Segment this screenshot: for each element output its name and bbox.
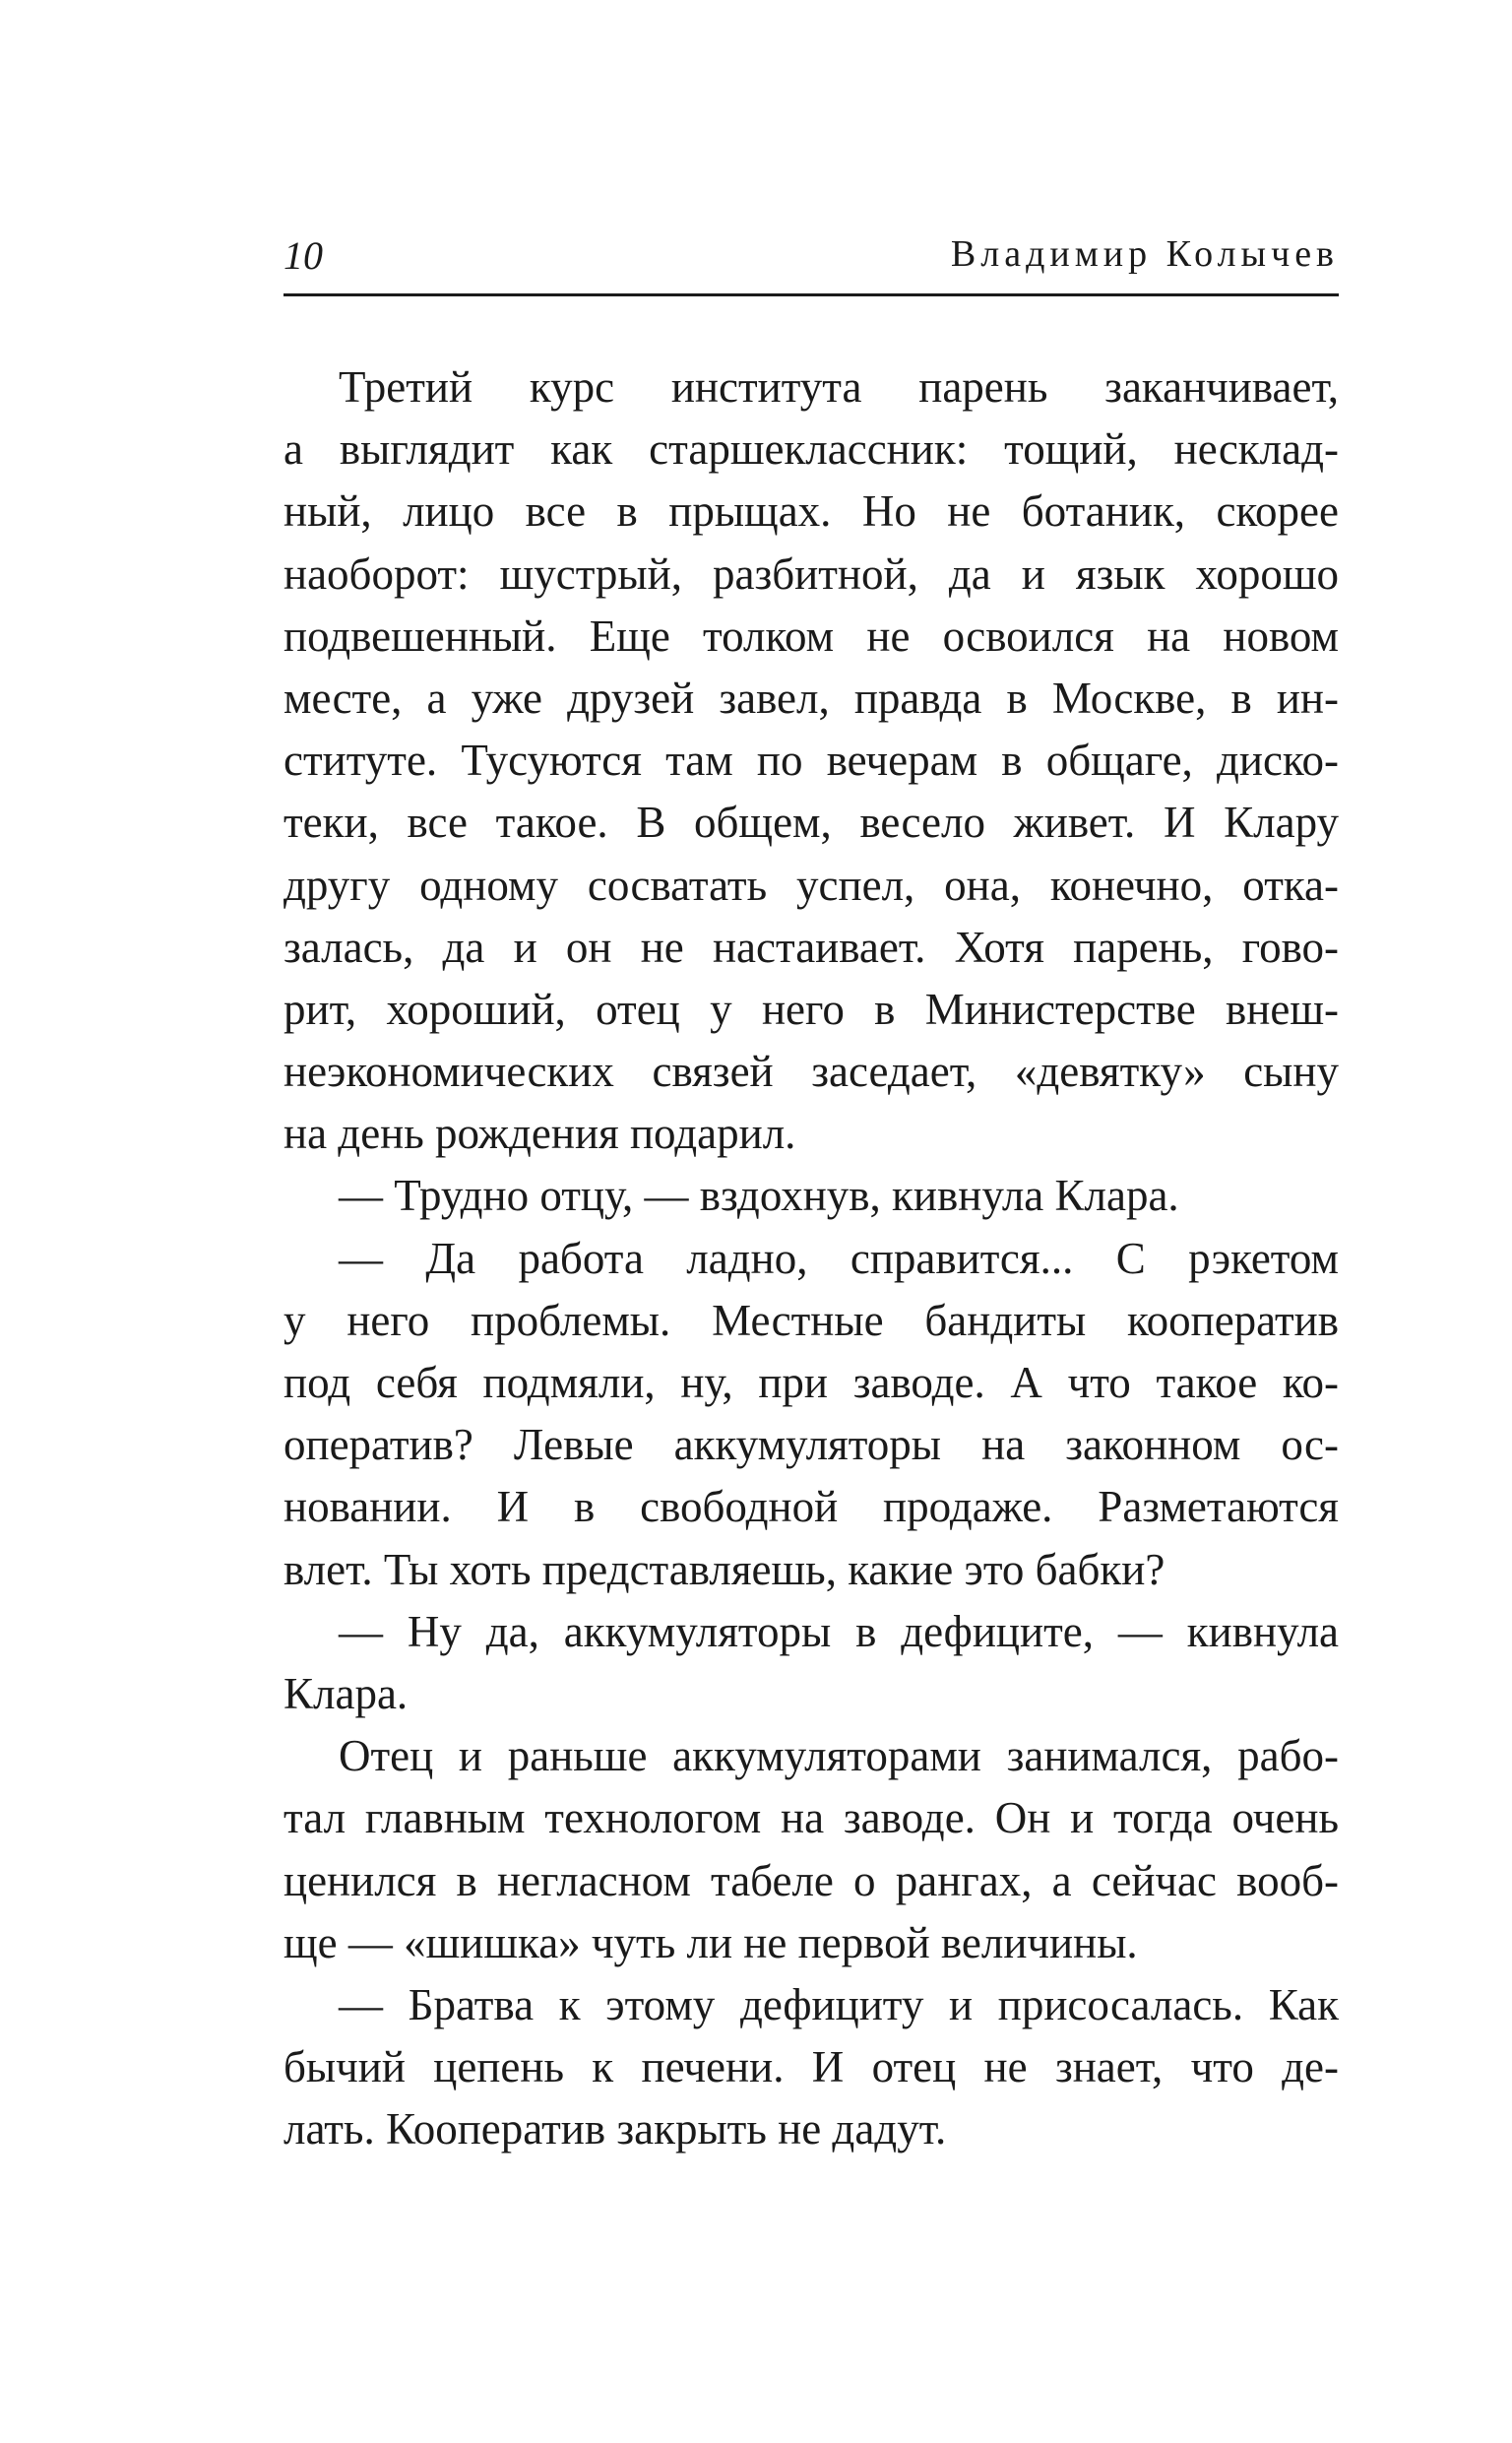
text-line: ституте. Тусуются там по вечерам в общаге, диско-: [284, 736, 1339, 786]
text-line: бычий цепень к печени. И отец не знает, что де-: [284, 2042, 1339, 2092]
text-line: тал главным технологом на заводе. Он и тогда очень: [284, 1793, 1339, 1843]
text-line: рит, хороший, отец у него в Министерстве внеш-: [284, 984, 1339, 1034]
text-line: ще — «шишка» чуть ли не первой величины.: [284, 1917, 1138, 1967]
text-line: ный, лицо все в прыщах. Но не ботаник, скорее: [284, 486, 1339, 537]
text-line: — Трудно отцу, — вздохнув, кивнула Клара.: [339, 1171, 1179, 1221]
text-line: теки, все такое. В общем, весело живет. И Клару: [284, 798, 1339, 848]
author-name: Владимир Колычев: [950, 233, 1339, 275]
text-line: наоборот: шустрый, разбитной, да и язык хорошо: [284, 548, 1339, 599]
text-line: — Братва к этому дефициту и присосалась. Как: [339, 1979, 1339, 2029]
text-line: неэкономических связей заседает, «девятку» сыну: [284, 1047, 1339, 1097]
text-line: ценился в негласном табеле о рангах, а сейчас вооб-: [284, 1855, 1339, 1905]
text-line: — Да работа ладно, справится... С рэкетом: [339, 1233, 1339, 1283]
text-line: под себя подмяли, ну, при заводе. А что такое ко-: [284, 1358, 1339, 1407]
text-line: залась, да и он не настаивает. Хотя парень, гово-: [284, 922, 1339, 972]
text-line: Третий курс института парень заканчивает,: [339, 362, 1339, 412]
text-line: подвешенный. Еще толком не освоился на новом: [284, 611, 1339, 661]
text-line: оператив? Левые аккумуляторы на законном ос-: [284, 1420, 1339, 1470]
body-text: [284, 356, 1339, 2160]
running-header: [284, 232, 1339, 289]
text-line: влет. Ты хоть представляешь, какие это бабки?: [284, 1544, 1166, 1594]
text-line: другу одному сосватать успел, она, конечно, отка-: [284, 860, 1339, 910]
page-number: 10: [284, 233, 323, 278]
text-line: Отец и раньше аккумуляторами занимался, рабо-: [339, 1731, 1339, 1781]
text-line: — Ну да, аккумуляторы в дефиците, — кивнула: [339, 1606, 1339, 1656]
text-line: месте, а уже друзей завел, правда в Москве, в ин-: [284, 673, 1339, 723]
header-rule: [284, 293, 1339, 296]
text-line: а выглядит как старшеклассник: тощий, несклад-: [284, 424, 1339, 475]
text-line: на день рождения подарил.: [284, 1109, 796, 1159]
text-line: новании. И в свободной продаже. Разметаются: [284, 1482, 1339, 1532]
text-line: у него проблемы. Местные бандиты кооператив: [284, 1295, 1339, 1345]
text-line: Клара.: [284, 1668, 409, 1718]
text-line: лать. Кооператив закрыть не дадут.: [284, 2104, 947, 2154]
